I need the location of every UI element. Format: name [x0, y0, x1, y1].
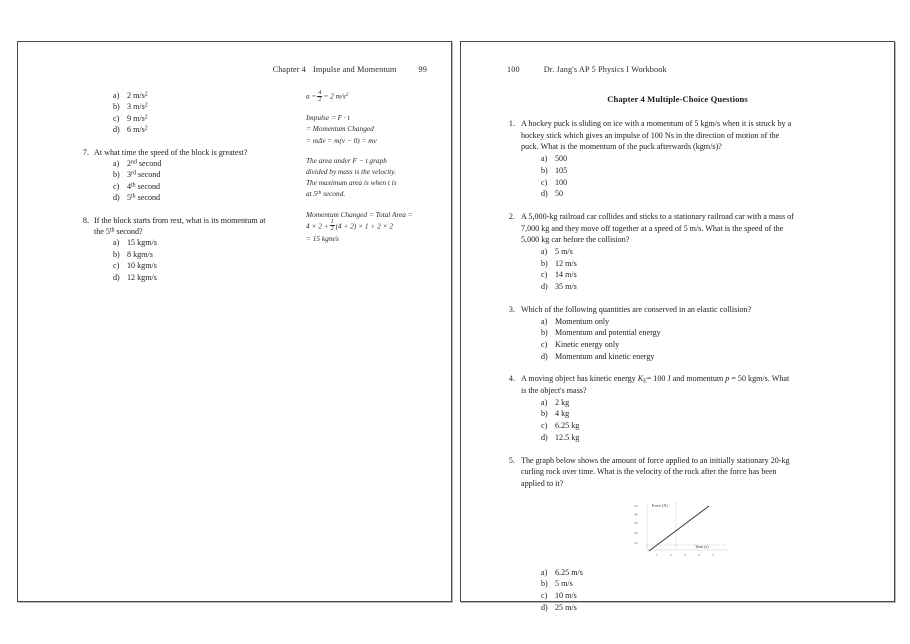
question-4-line1-c: = 50 kgm/s. What — [729, 374, 790, 384]
y-tick-label: 10 — [634, 540, 638, 545]
question-8-line2-post: second? — [114, 227, 143, 237]
question-8-line1: If the block starts from rest, what is its momentum at — [94, 215, 266, 225]
question-3-options — [501, 316, 859, 363]
question-5-line: The graph below shows the amount of force applied to an initially stationary 20-kg — [521, 455, 790, 465]
question-5-options — [501, 567, 859, 614]
option-item[interactable] — [541, 153, 859, 165]
option-value: 8 kgm/s — [127, 249, 153, 259]
question-2-line: 5,000 kg car before the collision? — [521, 235, 630, 245]
left-header-chapter: Chapter 4 — [272, 65, 306, 74]
option-item[interactable] — [541, 269, 859, 281]
option-value: 6 m/s — [127, 125, 145, 135]
option-item[interactable] — [541, 578, 859, 590]
x-tick-label: 1 — [656, 552, 658, 557]
question-2-options — [501, 246, 859, 293]
option-value: 9 m/s — [127, 113, 145, 123]
note-area-line: divided by mass is the velocity. — [306, 167, 396, 176]
accel-exponent: 2 — [345, 92, 349, 99]
option-letter: c) — [541, 591, 548, 601]
max-area-post: second. — [321, 189, 346, 199]
calc-line2-a: 4 × 2 + — [306, 221, 329, 231]
momentum-calc-line1: Momentum Changed = Total Area = — [306, 209, 413, 219]
question-1 — [501, 118, 859, 200]
option-letter: b) — [113, 102, 120, 112]
note-area-line: The maximum area is when t is — [306, 178, 397, 188]
option-letter: c) — [541, 339, 548, 349]
accel-value: 2 m/s — [330, 91, 346, 101]
question-3-line: Which of the following quantities are conserved in an elastic collision? — [521, 304, 752, 314]
option-value: 105 — [555, 165, 568, 175]
kinetic-energy-subscript: E — [643, 378, 647, 385]
option-letter: c) — [541, 270, 548, 280]
option-letter: d) — [113, 272, 120, 282]
option-item[interactable] — [541, 281, 859, 293]
accel-denominator: 2 — [318, 96, 322, 103]
kinetic-energy-symbol: K — [637, 374, 644, 384]
note-acceleration-line — [306, 90, 446, 103]
question-1-text — [501, 118, 859, 153]
note-impulse-line: = mΔv = m(v − 0) = mv — [306, 135, 377, 145]
option-exponent: 2 — [144, 91, 148, 98]
page-left — [17, 41, 452, 602]
y-tick-label: 40 — [634, 512, 638, 517]
option-value: 4 kg — [555, 409, 570, 419]
question-7-body: At what time the speed of the block is greatest? — [94, 147, 248, 157]
question-4-options — [501, 397, 859, 444]
option-item[interactable] — [113, 158, 290, 169]
force-time-chart-svg — [625, 497, 735, 559]
question-1-line: A hockey puck is sliding on ice with a momentum of 5 kgm/s when it is struck by a — [521, 119, 792, 128]
question-4-line2: is the object's mass? — [521, 386, 587, 396]
option-value: 2 kg — [555, 397, 570, 407]
question-8-options — [75, 237, 290, 283]
note-momentum-calc — [306, 209, 446, 245]
orphan-option-list — [75, 90, 290, 136]
option-value: 6.25 m/s — [555, 567, 583, 577]
question-8-line2 — [94, 226, 290, 237]
option-item[interactable] — [113, 169, 290, 180]
left-page-number: 99 — [418, 65, 427, 74]
option-letter: a) — [113, 238, 120, 248]
option-value: 35 m/s — [555, 282, 577, 292]
question-7-number: 7. — [82, 147, 89, 157]
option-item[interactable] — [113, 272, 290, 283]
option-letter: a) — [541, 397, 548, 407]
option-ordinal: rd — [131, 171, 136, 177]
question-2-line: A 5,000-kg railroad car collides and sticks to a stationary railroad car with a mass of — [521, 211, 794, 221]
option-value: 2 m/s — [127, 91, 145, 100]
y-tick-label: 20 — [634, 530, 638, 535]
option-letter: c) — [541, 421, 548, 431]
option-item[interactable] — [113, 192, 290, 203]
option-letter: c) — [113, 181, 120, 191]
right-header-title: Dr. Jang's AP 5 Physics I Workbook — [543, 65, 667, 74]
option-value: 12 kgm/s — [127, 272, 157, 282]
option-exponent: 2 — [144, 125, 148, 132]
accel-eq: = — [323, 91, 329, 101]
option-value: Kinetic energy only — [555, 339, 620, 349]
option-value: Momentum and kinetic energy — [555, 351, 655, 361]
option-ordinal: nd — [131, 159, 137, 166]
question-1-options — [501, 153, 859, 200]
option-item[interactable] — [541, 567, 859, 579]
question-4 — [501, 373, 859, 443]
option-item[interactable] — [113, 101, 290, 112]
option-tail: second — [135, 193, 161, 203]
option-letter: d) — [541, 432, 548, 442]
y-axis-title: Force (N) — [652, 502, 668, 508]
option-tail: second — [135, 170, 161, 180]
question-4-line1-a: A moving object has kinetic energy — [521, 374, 638, 384]
option-item[interactable] — [541, 188, 859, 200]
question-4-line1-b: = 100 J and momentum — [646, 374, 726, 384]
option-item[interactable] — [113, 90, 290, 101]
option-value: 25 m/s — [555, 602, 577, 612]
page-right — [460, 41, 895, 612]
option-value: 3 — [127, 170, 132, 180]
option-value: 500 — [555, 154, 568, 164]
option-letter: a) — [541, 247, 548, 257]
option-letter: b) — [541, 258, 548, 268]
question-8-line2-pre: the 5 — [94, 227, 110, 237]
y-tick-label: 30 — [634, 520, 638, 525]
option-letter: b) — [541, 165, 548, 175]
option-letter: c) — [113, 261, 120, 271]
option-item[interactable] — [541, 432, 859, 444]
option-item[interactable] — [541, 258, 859, 270]
question-4-text — [501, 373, 859, 396]
option-item[interactable] — [541, 327, 859, 339]
option-item[interactable] — [541, 420, 859, 432]
option-value: 10 m/s — [555, 591, 577, 601]
left-notes-column — [306, 90, 446, 244]
option-item[interactable] — [113, 249, 290, 260]
calc-numerator: 1 — [330, 219, 334, 226]
accel-lhs: a = — [306, 91, 317, 101]
option-value: 4 — [127, 181, 132, 191]
question-5 — [501, 455, 859, 614]
note-area-line-ordinal — [306, 188, 446, 199]
force-time-chart-wrapper — [501, 497, 859, 559]
option-value: 10 kgm/s — [127, 261, 157, 271]
note-impulse-line: = Momentum Changed — [306, 124, 374, 134]
question-8-text — [75, 215, 290, 238]
option-value: 50 — [555, 189, 564, 199]
question-4-number: 4. — [508, 374, 515, 384]
question-3-number: 3. — [508, 304, 515, 314]
option-value: 6.25 kg — [555, 421, 580, 431]
calc-denominator: 2 — [330, 226, 334, 233]
option-item[interactable] — [113, 237, 290, 248]
option-value: 5 m/s — [555, 579, 573, 589]
note-impulse-line: Impulse = F · t — [306, 113, 350, 123]
question-5-line: curling rock over time. What is the velocity of the rock after the force has been — [521, 467, 777, 477]
option-value: Momentum and potential energy — [555, 328, 661, 338]
option-letter: a) — [541, 154, 548, 164]
option-item[interactable] — [541, 339, 859, 351]
note-impulse — [306, 112, 446, 146]
question-8-number: 8. — [82, 215, 89, 225]
option-tail: second — [136, 159, 162, 169]
option-letter: b) — [541, 409, 548, 419]
option-exponent: 2 — [144, 114, 148, 121]
option-value: 3 m/s — [127, 102, 145, 112]
left-question-column — [75, 90, 290, 283]
option-item[interactable] — [541, 316, 859, 328]
question-2-number: 2. — [508, 211, 515, 221]
option-value: 100 — [555, 177, 568, 187]
question-3 — [501, 304, 859, 363]
option-value: 5 m/s — [555, 247, 573, 257]
option-value: Momentum only — [555, 316, 610, 326]
left-page-header — [273, 65, 427, 74]
question-5-line: applied to it? — [521, 478, 564, 488]
option-item[interactable] — [541, 165, 859, 177]
note-acceleration — [306, 90, 446, 103]
right-question-column — [501, 118, 859, 625]
option-letter: d) — [541, 189, 548, 199]
accel-numerator: 4 — [318, 89, 322, 96]
option-item[interactable] — [541, 397, 859, 409]
option-item[interactable] — [541, 246, 859, 258]
question-8 — [75, 215, 290, 283]
option-letter: b) — [113, 249, 120, 259]
option-letter: d) — [113, 193, 120, 203]
option-letter: d) — [541, 351, 548, 361]
x-tick-label: 2 — [670, 552, 672, 557]
momentum-symbol: p — [725, 374, 730, 384]
spacer — [75, 204, 290, 215]
option-item[interactable] — [113, 113, 290, 124]
question-5-text — [501, 455, 859, 490]
option-value: 14 m/s — [555, 270, 577, 280]
option-exponent: 2 — [144, 102, 148, 109]
x-tick-label: 4 — [698, 552, 700, 557]
question-1-line: puck. What is the momentum of the puck afterwards (kgm/s)? — [521, 142, 722, 152]
question-7-options — [75, 158, 290, 204]
option-value: 12 m/s — [555, 258, 577, 268]
question-7 — [75, 147, 290, 204]
calc-fraction — [330, 219, 335, 232]
y-tick-labels — [634, 504, 638, 545]
option-item[interactable] — [113, 124, 290, 135]
option-ordinal: th — [131, 193, 136, 200]
question-7-text — [75, 147, 290, 158]
max-area-pre: at 5 — [306, 189, 318, 199]
option-value: 12.5 kg — [555, 432, 580, 442]
question-2-text — [501, 211, 859, 246]
question-5-number: 5. — [508, 455, 515, 465]
right-page-number: 100 — [507, 65, 520, 74]
y-tick-label: 50 — [634, 503, 638, 508]
option-item[interactable] — [113, 181, 290, 192]
option-value: 5 — [127, 193, 132, 203]
x-tick-label: 5 — [712, 552, 714, 557]
option-item[interactable] — [541, 602, 859, 614]
question-2-line: 7,000 kg and they move off together at a speed of 5 m/s. What is the speed of the — [521, 223, 784, 233]
question-3-text — [501, 304, 859, 316]
option-letter: d) — [113, 125, 120, 135]
option-letter: a) — [113, 159, 120, 169]
question-8-ordinal: th — [109, 227, 115, 234]
momentum-calc-line3: = 15 kgm/s — [306, 234, 339, 243]
option-letter: a) — [541, 316, 548, 326]
option-letter: a) — [113, 91, 120, 100]
section-title: Chapter 4 Multiple-Choice Questions — [607, 94, 748, 104]
option-letter: c) — [113, 113, 120, 123]
option-letter: b) — [541, 579, 548, 589]
note-area-line: The area under F − t graph — [306, 155, 387, 165]
question-1-line: hockey stick which gives an impulse of 100 Ns in the direction of motion of the — [521, 130, 780, 140]
x-axis-title: Time (s) — [695, 543, 709, 549]
option-item[interactable] — [113, 260, 290, 271]
momentum-calc-line2 — [306, 220, 446, 233]
question-1-number: 1. — [508, 119, 515, 128]
question-2 — [501, 211, 859, 293]
option-item[interactable] — [541, 408, 859, 420]
option-item[interactable] — [541, 177, 859, 189]
option-letter: c) — [541, 177, 548, 187]
option-letter: d) — [541, 282, 548, 292]
option-item[interactable] — [541, 351, 859, 363]
option-tail: second — [135, 181, 161, 191]
accel-fraction — [317, 90, 322, 103]
max-area-ordinal: th — [317, 190, 322, 197]
option-item[interactable] — [541, 590, 859, 602]
x-tick-label: 3 — [684, 552, 686, 557]
option-ordinal: th — [131, 182, 136, 189]
x-tick-labels — [656, 553, 714, 557]
left-header-title: Impulse and Momentum — [313, 65, 397, 74]
option-letter: b) — [541, 328, 548, 338]
option-letter: b) — [113, 170, 120, 180]
right-page-header — [507, 65, 667, 74]
calc-line2-b: (4 + 2) × 1 + 2 × 2 — [335, 221, 394, 231]
spacer — [75, 136, 290, 147]
force-time-chart — [625, 497, 735, 559]
note-area — [306, 155, 446, 200]
option-letter: d) — [541, 602, 548, 612]
option-value: 2 — [127, 159, 132, 169]
option-letter: a) — [541, 567, 548, 577]
option-value: 15 kgm/s — [127, 238, 157, 248]
